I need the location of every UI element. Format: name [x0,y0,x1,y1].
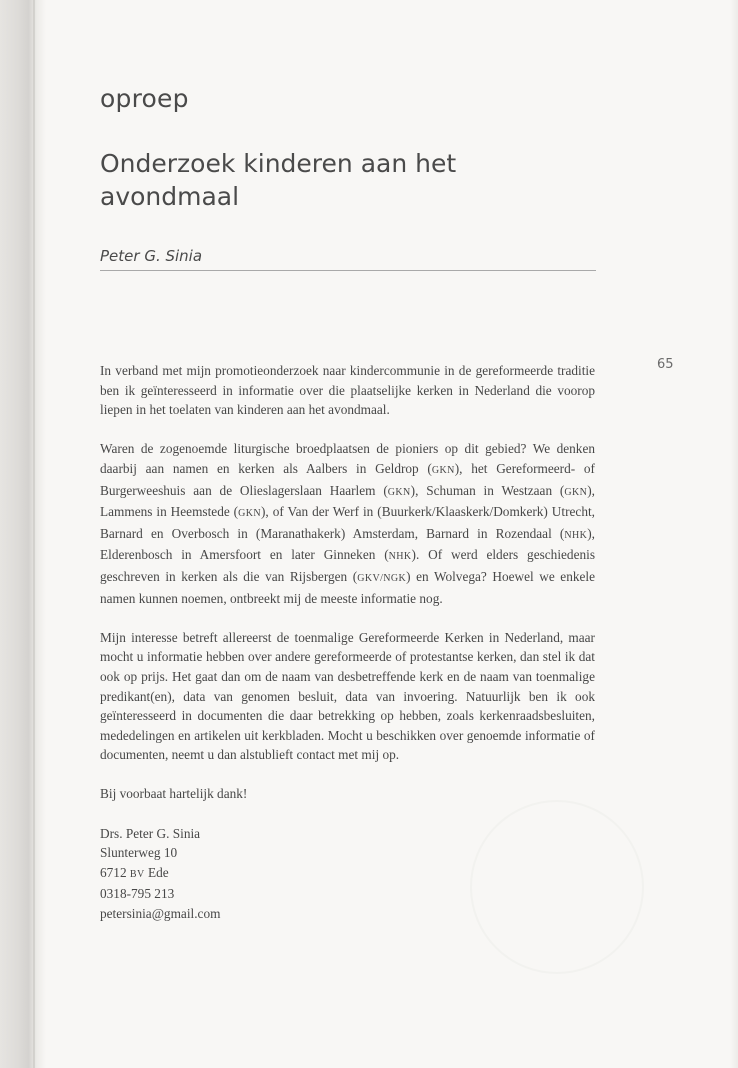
church-abbr: GKN [564,486,588,498]
contact-phone: 0318-795 213 [100,886,175,902]
paragraph-intro: In verband met mijn promotieonderzoek naar kindercommunie in de gereformeerde traditie ben ik geïnteresseerd in informatie over die plaatselijke kerken in Nederland die voorop liepen in het toelaten van kinderen aan het avondmaal. [100,363,595,418]
paragraph-interest: Mijn interesse betreft allereerst de toenmalige Gereformeerde Kerken in Nederland, maar mocht u informatie hebben over andere gereformeerde of protestantse kerken, dan stel ik dat ook op prijs. Het gaat dan om de naam van desbetreffende kerk en de naam van toenmalige predikant(en), data van genomen besluit, data van invoering. Natuurlijk ben ik ook geïnteresseerd in documenten die daar betrekking op hebben, zoals kerkenraadsbesluiten, mededelingen en artikelen uit kerkbladen. Mocht u beschikken over genoemde informatie of documenten, neemt u dan alstublieft contact met mij op. [100,629,595,763]
section-label: oproep [100,84,189,113]
church-abbr: NHK [564,529,588,541]
spine-line [33,0,35,1068]
author-divider [100,270,596,271]
church-abbr: NHK [388,551,412,563]
contact-postcode-city: 6712 BV Ede [100,864,169,880]
contact-street: Slunterweg 10 [100,845,178,861]
contact-address [100,824,595,924]
book-spine-shadow [0,0,46,1068]
article-title: Onderzoek kinderen aan het avondmaal [100,149,457,211]
paragraph-thanks: Bij voorbaat hartelijk dank! [100,786,248,802]
contact-email[interactable]: petersinia@gmail.com [100,906,221,922]
church-abbr: GKN [431,464,455,476]
church-abbr: GKV/NGK [357,572,407,584]
page-number: 65 [657,357,674,372]
article-body [100,361,595,924]
church-abbr: GKN [238,508,261,520]
contact-name: Drs. Peter G. Sinia [100,825,201,841]
page-edge [730,0,738,1068]
church-abbr: GKN [387,486,411,498]
paragraph-pioneers: Waren de zogenoemde liturgische broedplaatsen de pioniers op dit gebied? We denken daarbij aan namen en kerken als Aalbers in Geldrop (GKN), het Gereformeerd- of Burgerweeshuis aan de Olieslagerslaan Haarlem (GKN), Schuman in Westzaan (GKN), Lammens in Heemstede (GKN), of Van der Werf in (Buurkerk/Klaaskerk/Domkerk) Utrecht, Barnard en Overbosch in (Maranathakerk) Amsterdam, Barnard in Rozendaal (NHK), Elderenbosch in Amersfoort en later Ginneken (NHK). Of werd elders geschiedenis geschreven in kerken als die van Rijsbergen (GKV/NGK) en Wolvega? Hoewel we enkele namen kunnen noemen, ontbreekt mij de meeste informatie nog. [100,441,595,606]
author-name: Peter G. Sinia [100,247,203,265]
